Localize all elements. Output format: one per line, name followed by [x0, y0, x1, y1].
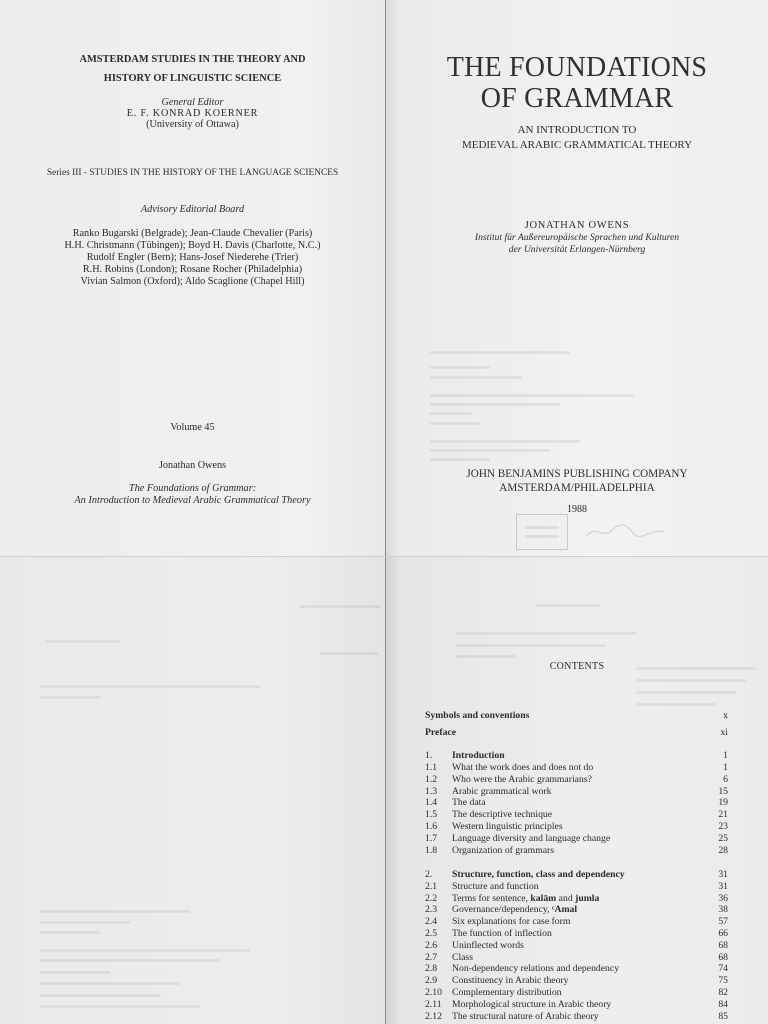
stamp-mark: [525, 526, 559, 529]
page-number: 25: [718, 832, 728, 844]
bleed-through-mark: [430, 412, 472, 415]
bleed-through-mark: [40, 696, 100, 699]
page-number: 28: [718, 844, 728, 856]
bleed-through-mark: [40, 1005, 200, 1008]
section-number: 1.6: [425, 820, 438, 832]
contents-heading: CONTENTS: [549, 661, 605, 672]
author-name: JONATHAN OWENS: [524, 220, 630, 231]
title-page: [386, 0, 768, 556]
page-number: 31: [718, 869, 728, 881]
page-number: 31: [718, 880, 728, 892]
section-number: 2.11: [425, 998, 442, 1010]
section-number: 2.9: [425, 975, 438, 987]
bleed-through-mark: [430, 376, 522, 379]
series-book-title-line-2: An Introduction to Medieval Arabic Grammatical Theory: [74, 495, 311, 506]
section-title: Non-dependency relations and dependency: [452, 963, 620, 975]
contents-row: [425, 940, 728, 952]
bleed-through-mark: [430, 422, 480, 425]
bleed-through-mark: [430, 458, 490, 461]
contents-row: [425, 845, 728, 857]
general-editor-label: General Editor: [161, 97, 224, 108]
section-number: 1.5: [425, 809, 438, 821]
bleed-through-mark: [636, 679, 746, 682]
advisory-board-member: H.H. Christmann (Tübingen); Boyd H. Davis (Charlotte, N.C.): [64, 240, 321, 251]
page-number: 23: [718, 820, 728, 832]
section-title: The function of inflection: [452, 928, 552, 940]
page-number: 6: [723, 773, 728, 785]
bleed-through-mark: [456, 632, 636, 635]
section-title: Uninflected words: [452, 939, 524, 951]
contents-row: [425, 987, 728, 999]
section-title: Western linguistic principles: [452, 820, 563, 832]
contents-row: [425, 833, 728, 845]
bleed-through-mark: [456, 655, 516, 658]
bleed-through-mark: [40, 921, 130, 924]
publication-year: 1988: [567, 504, 587, 515]
general-editor-name: E. F. KONRAD KOERNER: [126, 108, 259, 119]
section-number: 1.8: [425, 844, 438, 856]
book-subtitle-line-1: AN INTRODUCTION TO: [517, 124, 637, 136]
page-number: 36: [718, 892, 728, 904]
section-number: 2.6: [425, 939, 438, 951]
author-affiliation-line-1: Institut für Außereuropäische Sprachen und Kulturen: [474, 232, 680, 243]
bleed-through-mark: [40, 931, 100, 934]
book-title-line-1: THE FOUNDATIONS: [446, 52, 708, 83]
section-title: Class: [452, 951, 473, 963]
bleed-through-mark: [535, 604, 600, 607]
contents-row: [425, 893, 728, 905]
page-number: 57: [718, 916, 728, 928]
bleed-through-mark: [40, 685, 260, 688]
contents-row: [425, 1011, 728, 1023]
section-title: Six explanations for case form: [452, 916, 571, 928]
section-title: [452, 904, 708, 916]
series-name-line-1: AMSTERDAM STUDIES IN THE THEORY AND: [79, 54, 306, 65]
section-title: Structure and function: [452, 880, 539, 892]
bleed-through-mark: [320, 652, 378, 655]
title-segment: and: [556, 892, 576, 904]
section-title: Language diversity and language change: [452, 832, 611, 844]
section-title: Morphological structure in Arabic theory: [452, 998, 612, 1010]
section-title: The data: [452, 797, 486, 809]
bleed-through-mark: [430, 449, 550, 452]
scan-seam: [0, 556, 768, 557]
bleed-through-mark: [40, 910, 190, 913]
page-number: 38: [718, 904, 728, 916]
section-number: 1.2: [425, 773, 438, 785]
contents-row: [425, 904, 728, 916]
contents-row: [425, 710, 728, 722]
contents-row: [425, 821, 728, 833]
page-number: 19: [718, 797, 728, 809]
section-title: Arabic grammatical work: [452, 785, 552, 797]
publisher-name: JOHN BENJAMINS PUBLISHING COMPANY: [466, 468, 688, 480]
section-number: 1.3: [425, 785, 438, 797]
section-title: Who were the Arabic grammarians?: [452, 773, 592, 785]
section-number: 2.8: [425, 963, 438, 975]
bleed-through-mark: [300, 605, 380, 608]
section-title: Complementary distribution: [452, 987, 562, 998]
bleed-through-mark: [430, 403, 560, 406]
library-stamp: [516, 514, 568, 550]
page-number: 75: [718, 975, 728, 987]
volume-number: Volume 45: [170, 422, 215, 433]
contents-row: [425, 762, 728, 774]
bleed-through-mark: [430, 394, 635, 397]
series-line: Series III - STUDIES IN THE HISTORY OF THE LANGUAGE SCIENCES: [46, 168, 339, 178]
general-editor-affiliation: (University of Ottawa): [146, 119, 239, 130]
section-number: 2.10: [425, 987, 442, 998]
contents-row: [425, 975, 728, 987]
series-name-line-2: HISTORY OF LINGUISTIC SCIENCE: [103, 73, 282, 84]
advisory-board-member: Vivian Salmon (Oxford); Aldo Scaglione (Chapel Hill): [80, 276, 305, 287]
stamp-mark: [525, 535, 559, 538]
book-title-line-2: OF GRAMMAR: [480, 83, 674, 114]
bleed-through-mark: [430, 440, 580, 443]
contents-row: [425, 916, 728, 928]
page-number: 68: [718, 951, 728, 963]
page-number: 21: [718, 809, 728, 821]
contents-row: [425, 750, 728, 762]
advisory-board-member: R.H. Robins (London); Rosane Rocher (Philadelphia): [82, 264, 303, 275]
section-title: The descriptive technique: [452, 809, 553, 821]
bleed-through-mark: [40, 994, 160, 997]
contents-row: [425, 797, 728, 809]
bleed-through-mark: [430, 351, 570, 354]
bleed-through-mark: [636, 691, 736, 694]
page-number: 85: [718, 1010, 728, 1022]
title-segment: kalām: [530, 892, 557, 904]
advisory-board-member: Ranko Bugarski (Belgrade); Jean-Claude Chevalier (Paris): [72, 228, 313, 239]
title-segment: Governance/dependency,: [452, 904, 552, 916]
book-spine-fold: [385, 0, 386, 1024]
bleed-through-mark: [40, 949, 250, 952]
contents-row: [425, 809, 728, 821]
bleed-through-mark: [636, 703, 716, 706]
series-author: Jonathan Owens: [158, 460, 227, 471]
title-segment: jumla: [575, 892, 600, 904]
section-title: [452, 893, 708, 905]
section-number: 2.7: [425, 951, 438, 963]
series-page: [0, 0, 385, 556]
section-number: 1.7: [425, 832, 438, 844]
book-subtitle-line-2: MEDIEVAL ARABIC GRAMMATICAL THEORY: [461, 139, 693, 151]
contents-row: [425, 999, 728, 1011]
section-title: Constituency in Arabic theory: [452, 975, 569, 987]
title-segment: Terms for sentence,: [452, 892, 531, 904]
contents-page: [386, 557, 768, 1024]
section-title: The structural nature of Arabic theory: [452, 1010, 599, 1022]
contents-row: [425, 928, 728, 940]
section-number: 2.2: [425, 892, 438, 904]
advisory-board-label: Advisory Editorial Board: [140, 204, 245, 215]
section-title: Organization of grammars: [452, 844, 555, 856]
page-number: 15: [718, 785, 728, 797]
bleed-through-mark: [45, 640, 120, 643]
section-title: What the work does and does not do: [452, 761, 594, 773]
contents-row: [425, 869, 728, 881]
section-number: 2.3: [425, 904, 438, 916]
pencil-mark: [582, 520, 668, 544]
contents-row: [425, 963, 728, 975]
series-book-title-line-1: The Foundations of Grammar:: [128, 483, 257, 494]
page-number: 1: [723, 761, 728, 773]
section-number: 1.4: [425, 797, 438, 809]
bleed-through-mark: [430, 366, 490, 369]
page-number: 82: [718, 987, 728, 998]
contents-row: [425, 774, 728, 786]
section-title: Structure, function, class and dependency: [452, 869, 625, 881]
section-number: 2.4: [425, 916, 438, 928]
section-title: Preface: [425, 726, 457, 738]
contents-row: [425, 786, 728, 798]
contents-row: [425, 952, 728, 964]
page-number: xi: [720, 726, 728, 738]
bleed-through-mark: [456, 644, 606, 647]
bleed-through-mark: [40, 959, 220, 962]
section-number: 2.1: [425, 880, 438, 892]
section-number: 2.: [425, 869, 433, 881]
publisher-location: AMSTERDAM/PHILADELPHIA: [499, 482, 655, 494]
page-number: x: [723, 710, 728, 721]
page-number: 84: [718, 998, 728, 1010]
bleed-through-mark: [40, 971, 110, 974]
page-number: 1: [723, 750, 728, 762]
section-title: Introduction: [452, 750, 505, 762]
blank-page: [0, 557, 385, 1024]
section-number: 1.: [425, 750, 433, 762]
section-number: 2.5: [425, 928, 438, 940]
advisory-board-member: Rudolf Engler (Bern); Hans-Josef Niederehe (Trier): [86, 252, 299, 263]
contents-row: [425, 727, 728, 739]
page-number: 74: [718, 963, 728, 975]
contents-row: [425, 881, 728, 893]
page-number: 66: [718, 928, 728, 940]
contents-list: [425, 710, 728, 1022]
section-title: Symbols and conventions: [425, 710, 530, 721]
bleed-through-mark: [40, 982, 180, 985]
section-number: 1.1: [425, 761, 438, 773]
section-number: 2.12: [425, 1010, 442, 1022]
author-affiliation-line-2: der Universität Erlangen-Nürnberg: [508, 244, 646, 255]
title-segment: ᶜAmal: [551, 904, 578, 916]
page-number: 68: [718, 939, 728, 951]
